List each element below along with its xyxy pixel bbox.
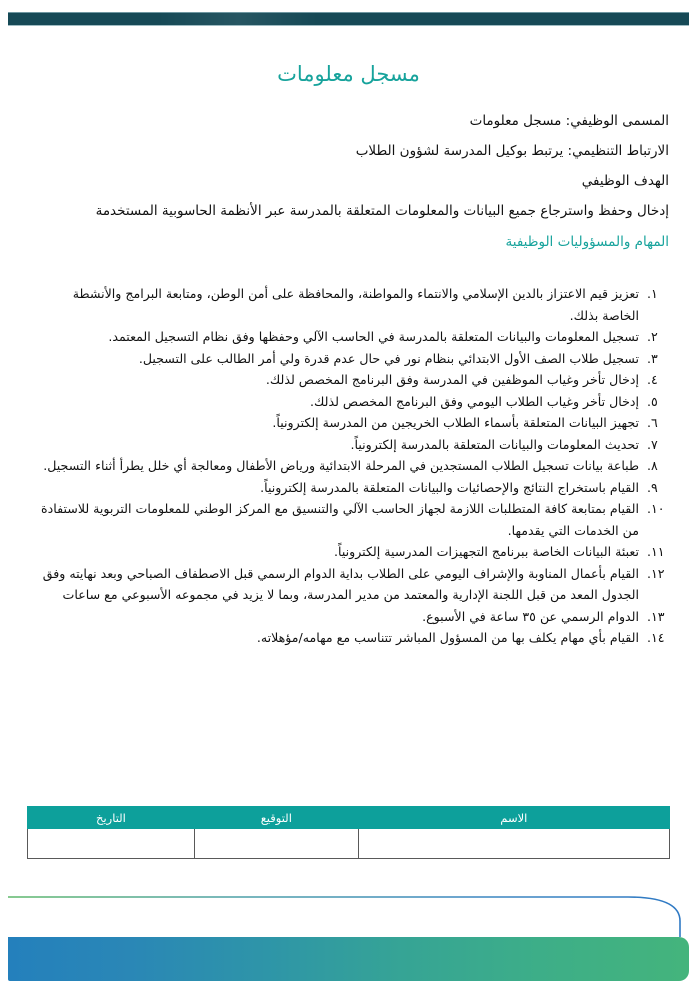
- list-item: [28, 627, 669, 649]
- duties-section-heading: المهام والمسؤوليات الوظيفية: [505, 234, 669, 250]
- list-item: [28, 412, 669, 434]
- list-item: [28, 541, 669, 563]
- list-item: [28, 434, 669, 456]
- list-item-text: الدوام الرسمي عن ٣٥ ساعة في الأسبوع.: [422, 608, 639, 624]
- list-item-number: ١٢.: [647, 565, 665, 581]
- list-item-text: تسجيل المعلومات والبيانات المتعلقة بالمدرسة في الحاسب الآلي وحفظها وفق نظام التسجيل المعتمد.: [108, 329, 639, 344]
- list-item: [28, 498, 669, 541]
- table-row: [28, 829, 670, 859]
- list-item: [28, 283, 669, 326]
- signature-table: [27, 806, 670, 859]
- list-item-number: ٤.: [647, 372, 658, 387]
- list-item: [28, 348, 669, 370]
- intro-block: [28, 106, 669, 258]
- list-item-text: تحديث المعلومات والبيانات المتعلقة بالمدرسة إلكترونياً.: [350, 436, 639, 452]
- cell-signature[interactable]: [194, 829, 358, 859]
- list-item: [28, 606, 669, 628]
- list-item-number: ٥.: [647, 393, 658, 409]
- list-item-text: القيام بمتابعة كافة المتطلبات اللازمة لجهاز الحاسب الآلي والتنسيق مع المركز الوطني للمعلومات التربوية للاستفادة من الخدمات التي يقدمها.: [41, 501, 639, 538]
- list-item-text: إدخال تأخر وغياب الموظفين في المدرسة وفق البرنامج المخصص لذلك.: [265, 372, 639, 387]
- list-item-number: ١٣.: [647, 608, 665, 624]
- list-item-number: ١١.: [647, 544, 665, 559]
- list-item-number: ٣.: [647, 350, 658, 366]
- list-item-text: تعبئة البيانات الخاصة ببرنامج التجهيزات المدرسية إلكترونياً.: [334, 544, 639, 559]
- list-item: [28, 391, 669, 413]
- objective-text: إدخال وحفظ واسترجاع جميع البيانات والمعلومات المتعلقة بالمدرسة عبر الأنظمة الحاسوبية المستخدمة: [95, 203, 669, 219]
- list-item-text: تسجيل طلاب الصف الأول الابتدائي بنظام نور في حال عدم قدرة ولي أمر الطالب على التسجيل.: [138, 350, 639, 366]
- list-item: [28, 477, 669, 499]
- column-header-name: الاسم: [358, 807, 669, 829]
- table-header-row: [28, 807, 670, 829]
- page-title: مسجل معلومات: [277, 62, 420, 86]
- reporting-line: الارتباط التنظيمي: يرتبط بوكيل المدرسة لشؤون الطلاب: [355, 143, 669, 159]
- list-item-number: ١.: [647, 286, 658, 301]
- list-item-text: تجهيز البيانات المتعلقة بأسماء الطلاب الخريجين من المدرسة إلكترونياً.: [272, 415, 639, 430]
- list-item-number: ٢.: [647, 329, 658, 344]
- header-decorative-bar: [8, 12, 689, 26]
- list-item-text: القيام بأعمال المناوبة والإشراف اليومي على الطلاب بداية الدوام الرسمي قبل الاصطفاف الصباحي وبعد نهايته وفق الجدول المعد من قبل اللجنة الإدارية والمعتمد من مدير المدرسة، وبما لا يزيد في مجموعه الأسبوعي مع ساعات: [42, 565, 639, 602]
- list-item: [28, 369, 669, 391]
- cell-name[interactable]: [358, 829, 669, 859]
- list-item: [28, 326, 669, 348]
- list-item-text: إدخال تأخر وغياب الطلاب اليومي وفق البرنامج المخصص لذلك.: [310, 393, 639, 409]
- cell-date[interactable]: [28, 829, 195, 859]
- job-title-line: المسمى الوظيفي: مسجل معلومات: [469, 113, 669, 129]
- list-item-number: ١٤.: [647, 630, 665, 645]
- footer-curve-line: [8, 891, 689, 937]
- list-item-number: ٩.: [647, 479, 658, 495]
- list-item-text: طباعة بيانات تسجيل الطلاب المستجدين في المرحلة الابتدائية ورياض الأطفال ومعالجة أي خلل يطرأ أثناء التسجيل.: [43, 458, 639, 473]
- list-item: [28, 563, 669, 606]
- list-item-number: ٦.: [647, 415, 658, 430]
- list-item-number: ١٠.: [647, 501, 665, 516]
- column-header-date: التاريخ: [28, 807, 195, 829]
- duties-list: [28, 283, 669, 649]
- list-item-text: القيام بأي مهام يكلف بها من المسؤول المباشر تتناسب مع مهامه/مؤهلاته.: [256, 630, 639, 645]
- list-item-number: ٨.: [647, 458, 658, 473]
- list-item-number: ٧.: [647, 436, 658, 452]
- objective-label: الهدف الوظيفي: [581, 173, 669, 189]
- list-item: [28, 455, 669, 477]
- list-item-text: تعزيز قيم الاعتزاز بالدين الإسلامي والانتماء والمواطنة، والمحافظة على أمن الوطن، ومتابعة البرامج والأنشطة الخاصة بذلك.: [72, 286, 639, 323]
- footer-gradient-bar: [8, 937, 689, 981]
- list-item-text: القيام باستخراج النتائج والإحصائيات والبيانات المتعلقة بالمدرسة إلكترونياً.: [260, 479, 639, 495]
- header-bar-sheen: [158, 13, 318, 25]
- column-header-signature: التوقيع: [194, 807, 358, 829]
